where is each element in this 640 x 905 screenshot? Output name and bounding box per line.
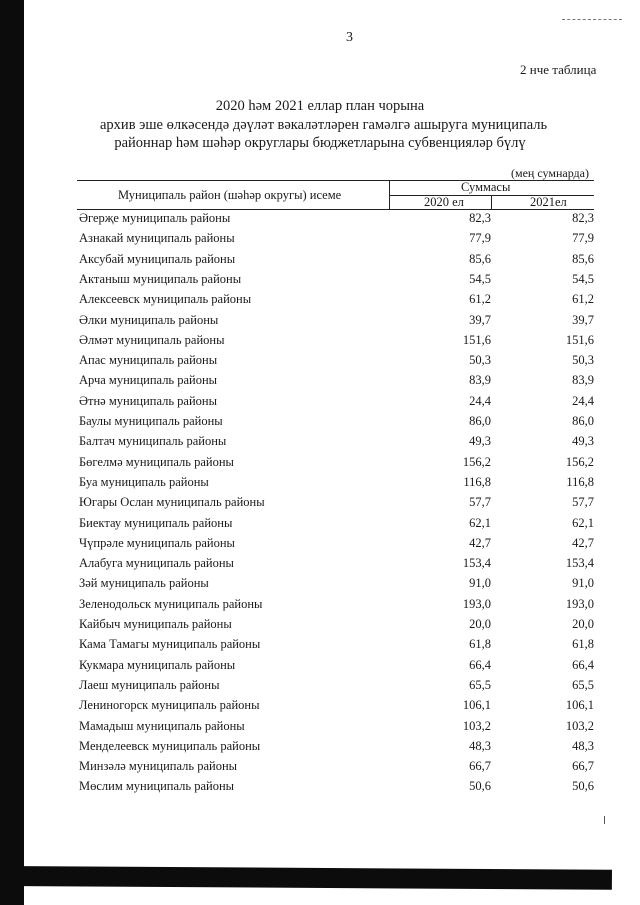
table-row bbox=[0, 737, 640, 757]
row-value-2021: 50,6 bbox=[572, 779, 594, 794]
row-value-2021: 65,5 bbox=[572, 677, 594, 692]
row-value-2020: 103,2 bbox=[462, 718, 491, 733]
row-value-2021: 62,1 bbox=[572, 515, 594, 530]
table-row bbox=[0, 635, 640, 655]
row-value-2020: 50,6 bbox=[469, 779, 491, 794]
row-value-2020: 50,3 bbox=[469, 353, 491, 368]
row-value-2021: 61,8 bbox=[572, 637, 594, 652]
row-value-2021: 66,7 bbox=[572, 759, 594, 774]
row-district-name: Балтач муниципаль районы bbox=[79, 434, 227, 449]
row-value-2021: 103,2 bbox=[565, 718, 594, 733]
table-row bbox=[0, 392, 640, 412]
row-value-2020: 66,7 bbox=[469, 759, 491, 774]
row-value-2021: 50,3 bbox=[572, 353, 594, 368]
row-value-2020: 24,4 bbox=[469, 393, 491, 408]
row-value-2020: 91,0 bbox=[469, 576, 491, 591]
row-district-name: Зәй муниципаль районы bbox=[79, 576, 209, 591]
row-value-2020: 77,9 bbox=[469, 231, 491, 246]
row-value-2020: 62,1 bbox=[469, 515, 491, 530]
table-row bbox=[0, 554, 640, 574]
row-district-name: Аксубай муниципаль районы bbox=[79, 251, 236, 266]
table-row bbox=[0, 676, 640, 696]
table-row bbox=[0, 270, 640, 290]
row-district-name: Әлки муниципаль районы bbox=[79, 312, 219, 327]
row-district-name: Бөгелмә муниципаль районы bbox=[79, 454, 234, 469]
row-value-2021: 82,3 bbox=[572, 211, 594, 225]
table-row bbox=[0, 574, 640, 594]
row-value-2020: 20,0 bbox=[469, 617, 491, 631]
header-2020-col: 2020 ел bbox=[424, 195, 464, 209]
row-value-2020: 86,0 bbox=[469, 414, 491, 428]
row-value-2021: 61,2 bbox=[572, 292, 594, 307]
page-number: 3 bbox=[346, 30, 353, 45]
row-value-2020: 83,9 bbox=[469, 373, 491, 388]
table-label: 2 нче таблица bbox=[520, 62, 597, 77]
table-row bbox=[0, 656, 640, 676]
row-value-2020: 39,7 bbox=[469, 312, 491, 327]
row-district-name: Әтнә муниципаль районы bbox=[79, 393, 218, 408]
table-row bbox=[0, 412, 640, 432]
table-row bbox=[0, 777, 640, 797]
row-district-name: Югары Ослан муниципаль районы bbox=[79, 495, 265, 510]
table-row bbox=[0, 473, 640, 493]
row-value-2021: 54,5 bbox=[572, 271, 594, 286]
row-district-name: Зеленодольск муниципаль районы bbox=[79, 596, 263, 611]
row-district-name: Буа муниципаль районы bbox=[79, 474, 209, 489]
table-row bbox=[0, 595, 640, 615]
header-divider-name bbox=[389, 180, 390, 209]
row-value-2021: 153,4 bbox=[565, 556, 594, 571]
row-value-2021: 77,9 bbox=[572, 231, 594, 246]
header-divider-years bbox=[491, 195, 492, 209]
row-value-2021: 57,7 bbox=[572, 495, 594, 510]
scan-bottom-border bbox=[0, 866, 612, 890]
row-district-name: Мөслим муниципаль районы bbox=[79, 779, 235, 794]
row-value-2021: 48,3 bbox=[572, 738, 594, 753]
row-value-2021: 106,1 bbox=[565, 698, 594, 713]
row-value-2021: 66,4 bbox=[572, 657, 594, 672]
row-value-2020: 65,5 bbox=[469, 677, 491, 692]
table-row bbox=[0, 250, 640, 270]
table-row bbox=[0, 432, 640, 452]
header-2021-col: 2021ел bbox=[530, 195, 567, 209]
row-value-2021: 24,4 bbox=[572, 393, 594, 408]
row-district-name: Менделеевск муниципаль районы bbox=[79, 738, 261, 753]
row-district-name: Кама Тамагы муниципаль районы bbox=[79, 637, 261, 652]
row-value-2021: 49,3 bbox=[572, 434, 594, 449]
table-row bbox=[0, 290, 640, 310]
row-value-2021: 42,7 bbox=[572, 535, 594, 550]
row-value-2020: 49,3 bbox=[469, 434, 491, 449]
row-district-name: Апас муниципаль районы bbox=[79, 353, 218, 368]
row-district-name: Чүпрәле муниципаль районы bbox=[79, 535, 235, 550]
row-district-name: Азнакай муниципаль районы bbox=[79, 231, 235, 246]
row-district-name: Әлмәт муниципаль районы bbox=[79, 332, 225, 347]
row-value-2021: 85,6 bbox=[572, 251, 594, 266]
scan-tick-mark bbox=[604, 816, 605, 824]
row-value-2020: 156,2 bbox=[462, 454, 491, 469]
table-row bbox=[0, 757, 640, 777]
row-district-name: Алексеевск муниципаль районы bbox=[79, 292, 252, 307]
table-row bbox=[0, 331, 640, 351]
title-line-3: районнар һәм шәһәр округлары бюджетларына субвенцияләр бүлү bbox=[114, 135, 526, 151]
row-value-2020: 85,6 bbox=[469, 251, 491, 266]
row-district-name: Актаныш муниципаль районы bbox=[79, 271, 242, 286]
table-row bbox=[0, 493, 640, 513]
row-value-2020: 61,2 bbox=[469, 292, 491, 307]
row-value-2020: 42,7 bbox=[469, 535, 491, 550]
row-value-2021: 20,0 bbox=[572, 617, 594, 631]
header-name-col: Муниципаль район (шәһәр округы) исеме bbox=[118, 188, 342, 202]
row-value-2020: 116,8 bbox=[463, 474, 491, 489]
row-district-name: Әгерҗе муниципаль районы bbox=[79, 211, 231, 225]
row-district-name: Баулы муниципаль районы bbox=[79, 414, 223, 428]
title-line-1: 2020 һәм 2021 еллар план чорына bbox=[215, 98, 425, 114]
row-district-name: Лаеш муниципаль районы bbox=[79, 677, 220, 692]
row-value-2020: 66,4 bbox=[469, 657, 491, 672]
row-value-2021: 39,7 bbox=[572, 312, 594, 327]
header-sums-col: Суммасы bbox=[461, 180, 511, 194]
row-value-2020: 153,4 bbox=[462, 556, 491, 571]
table-row bbox=[0, 514, 640, 534]
table-row bbox=[0, 615, 640, 635]
table-row bbox=[0, 209, 640, 229]
row-district-name: Кайбыч муниципаль районы bbox=[79, 617, 232, 631]
header-top-rule bbox=[77, 180, 594, 181]
row-value-2020: 151,6 bbox=[462, 332, 491, 347]
table-row bbox=[0, 311, 640, 331]
row-value-2020: 57,7 bbox=[469, 495, 491, 510]
row-value-2021: 193,0 bbox=[565, 596, 594, 611]
row-value-2020: 61,8 bbox=[469, 637, 491, 652]
row-value-2021: 83,9 bbox=[572, 373, 594, 388]
row-district-name: Арча муниципаль районы bbox=[79, 373, 218, 388]
row-value-2020: 193,0 bbox=[462, 596, 491, 611]
row-value-2020: 82,3 bbox=[469, 211, 491, 225]
title-line-2: архив эше өлкәсендә дәүләт вәкаләтләрен гамәлгә ашыруга муниципаль bbox=[100, 117, 548, 133]
row-value-2021: 156,2 bbox=[565, 454, 594, 469]
table-row bbox=[0, 453, 640, 473]
table-row bbox=[0, 229, 640, 249]
table-row bbox=[0, 717, 640, 737]
units-note: (мең сумнарда) bbox=[511, 166, 589, 180]
table-row bbox=[0, 534, 640, 554]
row-value-2020: 106,1 bbox=[462, 698, 491, 713]
row-value-2021: 116,8 bbox=[566, 474, 594, 489]
table-row bbox=[0, 351, 640, 371]
scan-dash-mark bbox=[562, 19, 622, 20]
table-row bbox=[0, 696, 640, 716]
row-district-name: Мамадыш муниципаль районы bbox=[79, 718, 245, 733]
row-value-2021: 91,0 bbox=[572, 576, 594, 591]
row-value-2021: 151,6 bbox=[565, 332, 594, 347]
table-row bbox=[0, 371, 640, 391]
row-district-name: Лениногорск муниципаль районы bbox=[79, 698, 260, 713]
row-district-name: Алабуга муниципаль районы bbox=[79, 556, 234, 571]
row-district-name: Минзәлә муниципаль районы bbox=[79, 759, 238, 774]
row-value-2020: 54,5 bbox=[469, 271, 491, 286]
row-district-name: Кукмара муниципаль районы bbox=[79, 657, 236, 672]
row-value-2020: 48,3 bbox=[469, 738, 491, 753]
row-district-name: Биектау муниципаль районы bbox=[79, 515, 233, 530]
row-value-2021: 86,0 bbox=[572, 414, 594, 428]
